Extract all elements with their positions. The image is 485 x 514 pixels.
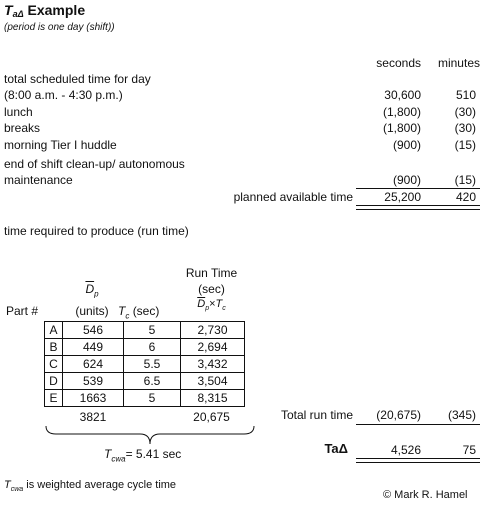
tad-seconds: 4,526 [390, 443, 421, 457]
row-seconds: (900) [392, 173, 421, 187]
cell-run: 2,730 [181, 322, 245, 339]
row-label: breaks [4, 121, 41, 135]
tc-header [118, 304, 182, 320]
parts-table [44, 321, 245, 407]
cell-tc: 5 [124, 390, 181, 407]
cell-tc: 5.5 [124, 356, 181, 373]
tc-unit: (sec) [132, 304, 160, 318]
grouping-brace-icon [44, 424, 256, 446]
cell-part: D [45, 373, 63, 390]
cell-tc: 5 [124, 322, 181, 339]
title-subscript: aΔ [12, 9, 24, 19]
row-seconds: 30,600 [384, 88, 421, 102]
row-minutes: (15) [454, 138, 476, 152]
cell-part: E [45, 390, 63, 407]
run-formula-p: p [205, 305, 210, 313]
run-time-unit: (sec) [198, 282, 225, 296]
units-total: 3821 [79, 410, 107, 424]
dp-symbol: $\overline{D}$ [85, 282, 95, 296]
cell-run: 3,432 [181, 356, 245, 373]
cell-units: 1663 [63, 390, 124, 407]
planned-minutes: 420 [455, 190, 476, 204]
run-formula [180, 298, 243, 312]
tc-subscript: c [125, 311, 130, 321]
part-header: Part # [6, 304, 39, 318]
run-time-header: Run Time [185, 266, 238, 280]
title-symbol: T [4, 2, 13, 18]
run-total: 20,675 [193, 410, 230, 424]
run-time-intro: time required to produce (run time) [4, 224, 189, 238]
row-label: total scheduled time for day [4, 72, 151, 86]
cell-run: 2,694 [181, 339, 245, 356]
row-seconds: (1,800) [382, 105, 421, 119]
cell-tc: 6.5 [124, 373, 181, 390]
footnote [4, 479, 176, 493]
tcwa-subscript: cwa [111, 454, 126, 464]
sum-rule [356, 188, 480, 189]
total-run-label: Total run time [280, 408, 353, 422]
col-header-seconds: seconds [376, 56, 421, 70]
row-label: lunch [4, 105, 33, 119]
sum-rule [356, 424, 480, 425]
table-row [45, 322, 245, 339]
row-minutes: 510 [455, 88, 476, 102]
cell-units: 539 [63, 373, 124, 390]
footnote-symbol: T [4, 479, 11, 491]
dp-symbol-header [62, 282, 122, 298]
run-formula-c: c [222, 305, 226, 313]
copyright: © Mark R. Hamel [383, 489, 468, 501]
total-double-rule [356, 205, 480, 210]
run-formula-x: × [209, 298, 216, 310]
dp-subscript: p [94, 289, 99, 299]
table-row [45, 356, 245, 373]
row-minutes: (15) [454, 173, 476, 187]
page-subtitle: (period is one day (shift)) [4, 22, 115, 33]
footnote-text: is weighted average cycle time [23, 479, 177, 491]
total-run-seconds: (20,675) [376, 408, 421, 422]
cell-part: C [45, 356, 63, 373]
cell-units: 624 [63, 356, 124, 373]
tc-symbol: T [118, 304, 126, 318]
table-row [45, 373, 245, 390]
page-title [4, 2, 85, 19]
cell-tc: 6 [124, 339, 181, 356]
cell-part: B [45, 339, 63, 356]
tcwa-value: = 5.41 sec [125, 447, 182, 461]
row-label: morning Tier I huddle [4, 138, 117, 152]
planned-label: planned available time [233, 190, 353, 204]
row-seconds: (1,800) [382, 121, 421, 135]
run-formula-t: T [215, 298, 223, 310]
col-header-minutes: minutes [437, 56, 480, 70]
run-formula-d: $\overline{D}$ [197, 298, 206, 310]
total-double-rule [356, 458, 480, 463]
table-row [45, 390, 245, 407]
units-header: (units) [75, 304, 109, 318]
tad-label: TaΔ [324, 441, 348, 456]
row-label: (8:00 a.m. - 4:30 p.m.) [4, 88, 123, 102]
tcwa-symbol: T [104, 447, 112, 461]
cell-units: 546 [63, 322, 124, 339]
table-row [45, 339, 245, 356]
cell-run: 8,315 [181, 390, 245, 407]
planned-seconds: 25,200 [384, 190, 421, 204]
title-text: Example [27, 2, 86, 18]
cell-run: 3,504 [181, 373, 245, 390]
row-minutes: (30) [454, 105, 476, 119]
row-seconds: (900) [392, 138, 421, 152]
cell-units: 449 [63, 339, 124, 356]
footnote-subscript: cwa [10, 486, 24, 494]
row-label: maintenance [4, 173, 73, 187]
row-minutes: (30) [454, 121, 476, 135]
tad-minutes: 75 [462, 443, 476, 457]
tcwa-label [104, 447, 181, 463]
total-run-minutes: (345) [447, 408, 476, 422]
row-label: end of shift clean-up/ autonomous [4, 157, 185, 171]
cell-part: A [45, 322, 63, 339]
